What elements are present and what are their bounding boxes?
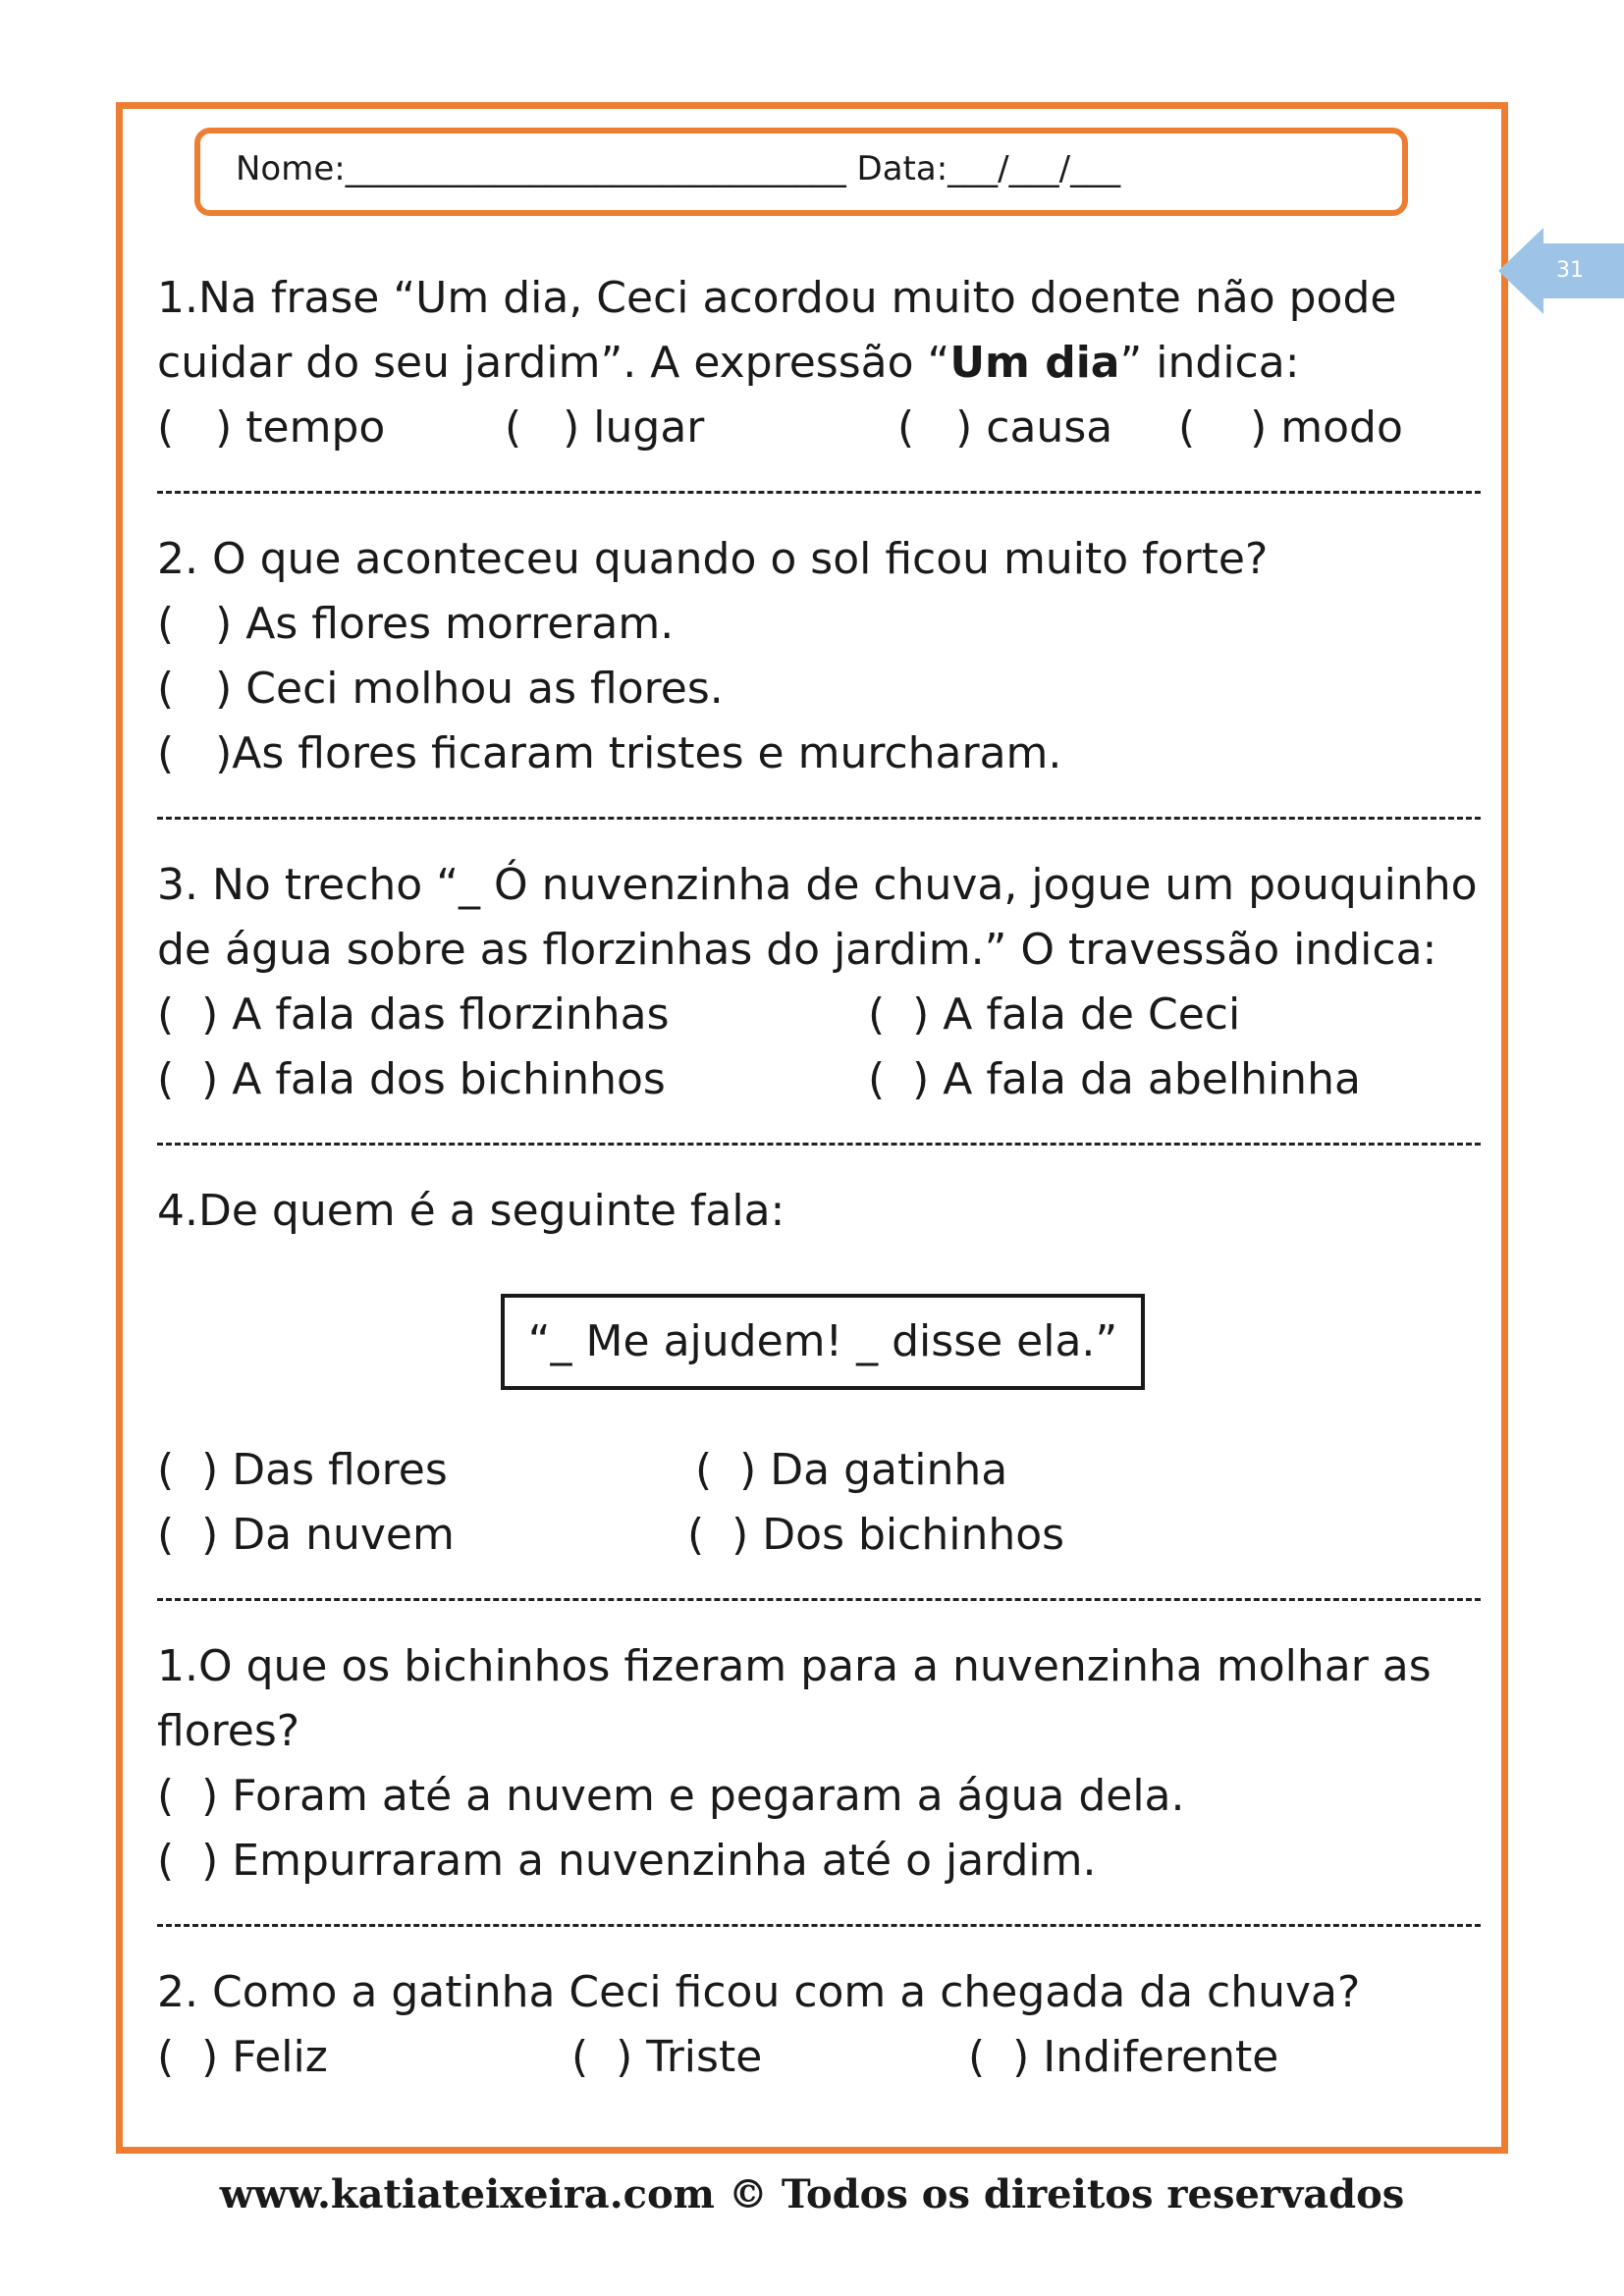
- q2-option-1[interactable]: ( ) As flores morreram.: [157, 599, 675, 649]
- name-date-fields[interactable]: Nome:______________________________ Data:___/___/___: [236, 149, 1121, 188]
- separator: [157, 491, 1481, 494]
- q2-question: 2. O que aconteceu quando o sol ficou muito forte?: [157, 534, 1269, 584]
- q1-line-2: cuidar do seu jardim”. A expressão “Um dia” indica:: [157, 338, 1300, 388]
- separator: [157, 1924, 1481, 1927]
- separator: [157, 1598, 1481, 1601]
- q3-line-1: 3. No trecho “_ Ó nuvenzinha de chuva, jogue um pouquinho: [157, 860, 1478, 910]
- q4-option-bichinhos[interactable]: ( ) Dos bichinhos: [687, 1510, 1065, 1560]
- q6-option-feliz[interactable]: ( ) Feliz: [157, 2032, 328, 2082]
- q3-option-abelhinha[interactable]: ( ) A fala da abelhinha: [868, 1054, 1361, 1104]
- q3-option-bichinhos[interactable]: ( ) A fala dos bichinhos: [157, 1054, 666, 1104]
- q1-option-modo[interactable]: ( ) modo: [1178, 402, 1403, 453]
- q5-line-1: 1.O que os bichinhos fizeram para a nuvenzinha molhar as: [157, 1641, 1432, 1691]
- q3-line-2: de água sobre as florzinhas do jardim.” O travessão indica:: [157, 925, 1437, 975]
- separator: [157, 1143, 1481, 1146]
- q1-option-tempo[interactable]: ( ) tempo: [157, 402, 386, 453]
- q4-question: 4.De quem é a seguinte fala:: [157, 1186, 785, 1236]
- q3-option-florzinhas[interactable]: ( ) A fala das florzinhas: [157, 989, 670, 1040]
- q2-option-2[interactable]: ( ) Ceci molhou as flores.: [157, 664, 724, 714]
- q1-option-causa[interactable]: ( ) causa: [897, 402, 1113, 453]
- q6-question: 2. Como a gatinha Ceci ficou com a chegada da chuva?: [157, 1967, 1361, 2017]
- q4-option-gatinha[interactable]: ( ) Da gatinha: [695, 1445, 1008, 1495]
- q6-option-triste[interactable]: ( ) Triste: [571, 2032, 763, 2082]
- q4-option-flores[interactable]: ( ) Das flores: [157, 1445, 448, 1495]
- q5-option-2[interactable]: ( ) Empurraram a nuvenzinha até o jardim.: [157, 1836, 1097, 1886]
- q6-option-indiferente[interactable]: ( ) Indiferente: [968, 2032, 1279, 2082]
- separator: [157, 817, 1481, 820]
- q4-option-nuvem[interactable]: ( ) Da nuvem: [157, 1510, 455, 1560]
- quote-box: “_ Me ajudem! _ disse ela.”: [501, 1294, 1145, 1390]
- page-number: 31: [1556, 258, 1584, 283]
- q5-line-2: flores?: [157, 1706, 300, 1756]
- q3-option-ceci[interactable]: ( ) A fala de Ceci: [868, 989, 1241, 1040]
- footer-copyright: www.katiateixeira.com © Todos os direitos reservados: [219, 2171, 1405, 2217]
- q5-option-1[interactable]: ( ) Foram até a nuvem e pegaram a água dela.: [157, 1771, 1185, 1821]
- q1-option-lugar[interactable]: ( ) lugar: [505, 402, 705, 453]
- q2-option-3[interactable]: ( )As flores ficaram tristes e murcharam.: [157, 728, 1062, 778]
- q1-line-1: 1.Na frase “Um dia, Ceci acordou muito doente não pode: [157, 273, 1397, 323]
